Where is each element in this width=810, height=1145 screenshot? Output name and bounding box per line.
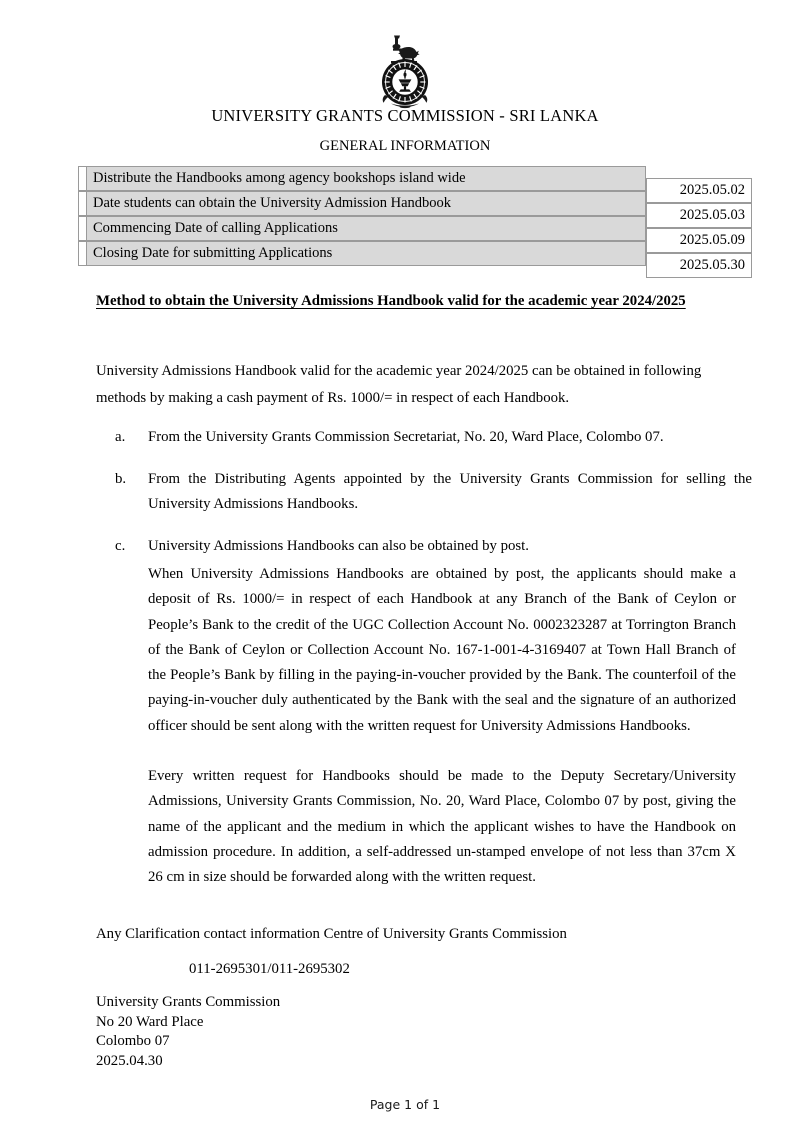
list-marker: c. xyxy=(115,538,126,554)
section-title: GENERAL INFORMATION xyxy=(319,138,491,154)
page-indicator: Page 1 of 1 xyxy=(369,1097,441,1112)
row-gutter xyxy=(78,216,86,241)
list-marker: b. xyxy=(115,471,127,487)
list-item xyxy=(96,425,752,450)
schedule-label: Closing Date for submitting Applications xyxy=(86,241,646,266)
schedule-date: 2025.05.03 xyxy=(646,203,752,228)
row-gutter xyxy=(78,241,86,266)
ugc-sri-lanka-seal-icon xyxy=(373,33,437,109)
schedule-date: 2025.05.09 xyxy=(646,228,752,253)
list-item xyxy=(96,467,752,517)
clarification-line: Any Clarification contact information Centre of University Grants Commission xyxy=(96,926,567,942)
list-marker: a. xyxy=(115,429,126,445)
intro-paragraph: University Admissions Handbook valid for the academic year 2024/2025 can be obtained in following methods by making a cash payment of Rs. 1000/= in respect of each Handbook. xyxy=(96,363,702,406)
address-line-date: 2025.04.30 xyxy=(96,1052,163,1069)
contact-phone-numbers: 011-2695301/011-2695302 xyxy=(189,961,350,977)
sender-address-block xyxy=(96,993,280,1071)
address-line-city: Colombo 07 xyxy=(96,1033,170,1049)
schedule-label: Commencing Date of calling Applications xyxy=(86,216,646,241)
list-item-text: From the Distributing Agents appointed by the University Grants Commission for selling the University Admissions Handbooks. xyxy=(148,471,752,512)
list-item xyxy=(96,534,752,559)
organisation-title: UNIVERSITY GRANTS COMMISSION - SRI LANKA xyxy=(211,106,599,125)
address-line-organisation: University Grants Commission xyxy=(96,994,281,1010)
list-item-text: From the University Grants Commission Secretariat, No. 20, Ward Place, Colombo 07. xyxy=(148,429,664,445)
written-request-paragraph: Every written request for Handbooks should be made to the Deputy Secretary/University Admissions, University Grants Commission, No. 20, Ward Place, Colombo 07 by post, giving the name of the applicant and the medium in which the applicant wishes to have the Handbook on admission procedure. In addition, a self-addressed un-stamped envelope of not less than 37cm X 26 cm in size should be forwarded along with the written request. xyxy=(148,768,736,886)
row-gutter xyxy=(78,166,86,191)
schedule-table xyxy=(78,166,752,273)
schedule-date: 2025.05.30 xyxy=(646,253,752,278)
list-item-text: University Admissions Handbooks can also be obtained by post. xyxy=(148,538,529,554)
methods-list xyxy=(96,425,752,576)
row-gutter xyxy=(78,191,86,216)
method-heading: Method to obtain the University Admissions Handbook valid for the academic year 2024/2025 xyxy=(96,293,686,309)
post-deposit-paragraph: When University Admissions Handbooks are obtained by post, the applicants should make a deposit of Rs. 1000/= in respect of each Handbook at any Branch of the Bank of Ceylon or People’s Bank to the credit of the UGC Collection Account No. 0002323287 at Torrington Branch of the Bank of Ceylon or Collection Account No. 167-1-001-4-3169407 at Town Hall Branch of the People’s Bank by filling in the paying-in-voucher provided by the Bank. The counterfoil of the paying-in-voucher duly authenticated by the Bank with the seal and the signature of an authorized officer should be sent along with the written request for University Admissions Handbooks. xyxy=(148,566,736,734)
schedule-label: Date students can obtain the University Admission Handbook xyxy=(86,191,646,216)
schedule-label: Distribute the Handbooks among agency bookshops island wide xyxy=(86,166,646,191)
address-line-street: No 20 Ward Place xyxy=(96,1013,204,1030)
schedule-date: 2025.05.02 xyxy=(646,178,752,203)
